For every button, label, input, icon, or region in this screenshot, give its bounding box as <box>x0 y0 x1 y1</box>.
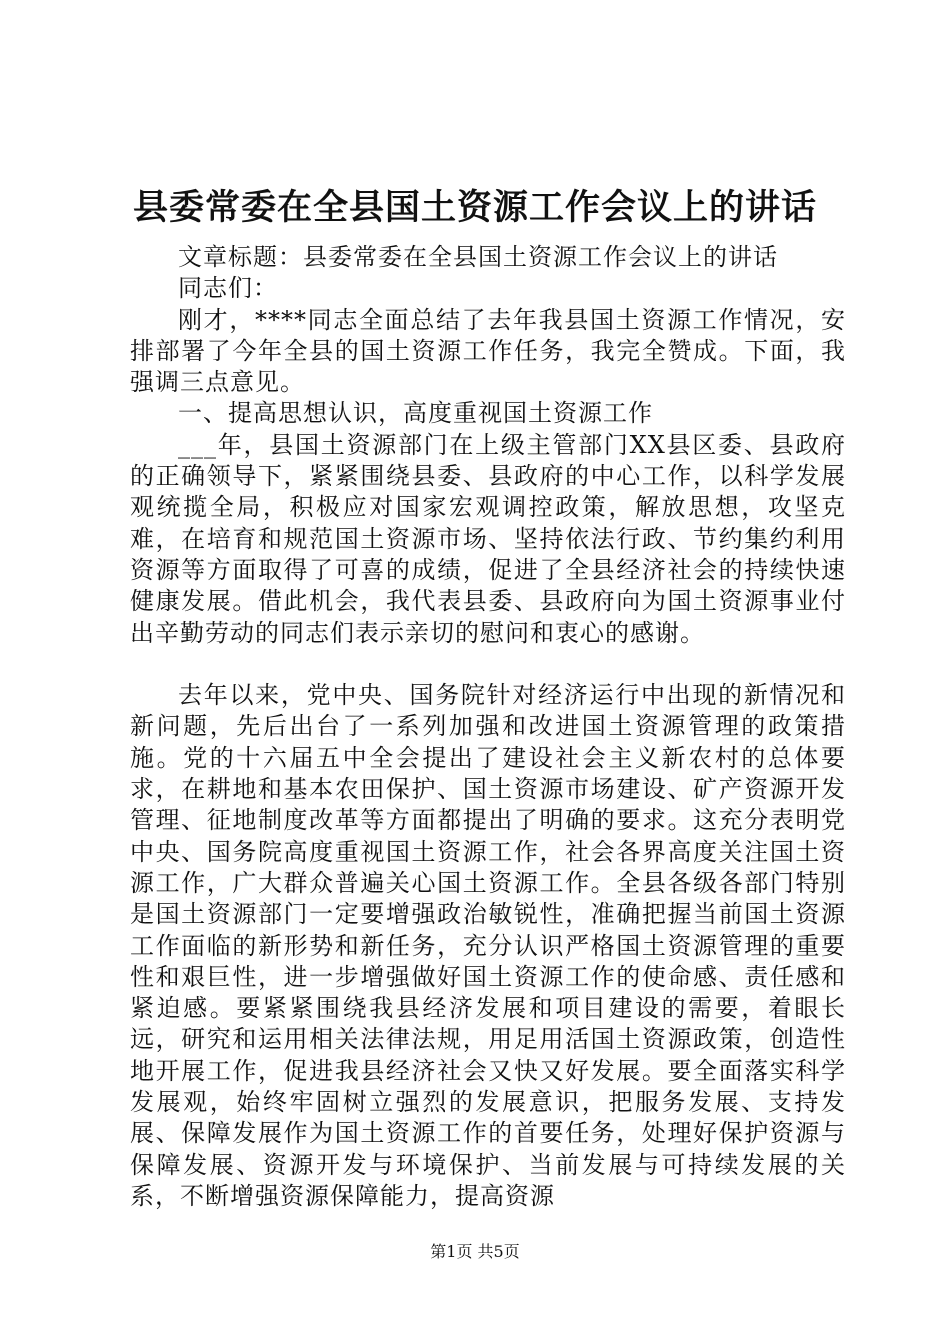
paragraph-achievements: ___年，县国土资源部门在上级主管部门XX县区委、县政府的正确领导下，紧紧围绕县委、县政府的中心工作，以科学发展观统揽全局，积极应对国家宏观调控政策，解放思想，攻坚克难，在培育和规范国土资源市场、坚持依法行政、节约集约利用资源等方面取得了可喜的成绩，促进了全县经济社会的持续快速健康发展。借此机会，我代表县委、县政府向为国土资源事业付出辛勤劳动的同志们表示亲切的慰问和衷心的感谢。 <box>130 430 846 647</box>
paragraph-gap <box>130 649 846 680</box>
document-title: 县委常委在全县国土资源工作会议上的讲话 <box>132 187 817 228</box>
paragraph-policy: 去年以来，党中央、国务院针对经济运行中出现的新情况和新问题，先后出台了一系列加强和改进国土资源管理的政策措施。党的十六届五中全会提出了建设社会主义新农村的总体要求，在耕地和基本农田保护、国土资源市场建设、矿产资源开发管理、征地制度改革等方面都提出了明确的要求。这充分表明党中央、国务院高度重视国土资源工作，社会各界高度关注国土资源工作，广大群众普遍关心国土资源工作。全县各级各部门特别是国土资源部门一定要增强政治敏锐性，准确把握当前国土资源工作面临的新形势和新任务，充分认识严格国土资源管理的重要性和艰巨性，进一步增强做好国土资源工作的使命感、责任感和紧迫感。要紧紧围绕我县经济发展和项目建设的需要，着眼长远，研究和运用相关法律法规，用足用活国土资源政策，创造性地开展工作，促进我县经济社会又快又好发展。要全面落实科学发展观，始终牢固树立强烈的发展意识，把服务发展、支持发展、保障发展作为国土资源工作的首要任务，处理好保护资源与保障发展、资源开发与环境保护、当前发展与可持续发展的关系，不断增强资源保障能力，提高资源 <box>130 681 846 1210</box>
section-heading-1: 一、提高思想认识，高度重视国土资源工作 <box>178 399 653 428</box>
paragraph-intro: 刚才，****同志全面总结了去年我县国土资源工作情况，安排部署了今年全县的国土资源工作任务，我完全赞成。下面，我强调三点意见。 <box>130 305 846 397</box>
salutation: 同志们： <box>178 274 278 303</box>
page-number: 第1页 共5页 <box>430 1242 520 1261</box>
document-body <box>130 242 846 1212</box>
article-title-line: 文章标题：县委常委在全县国土资源工作会议上的讲话 <box>178 243 778 271</box>
